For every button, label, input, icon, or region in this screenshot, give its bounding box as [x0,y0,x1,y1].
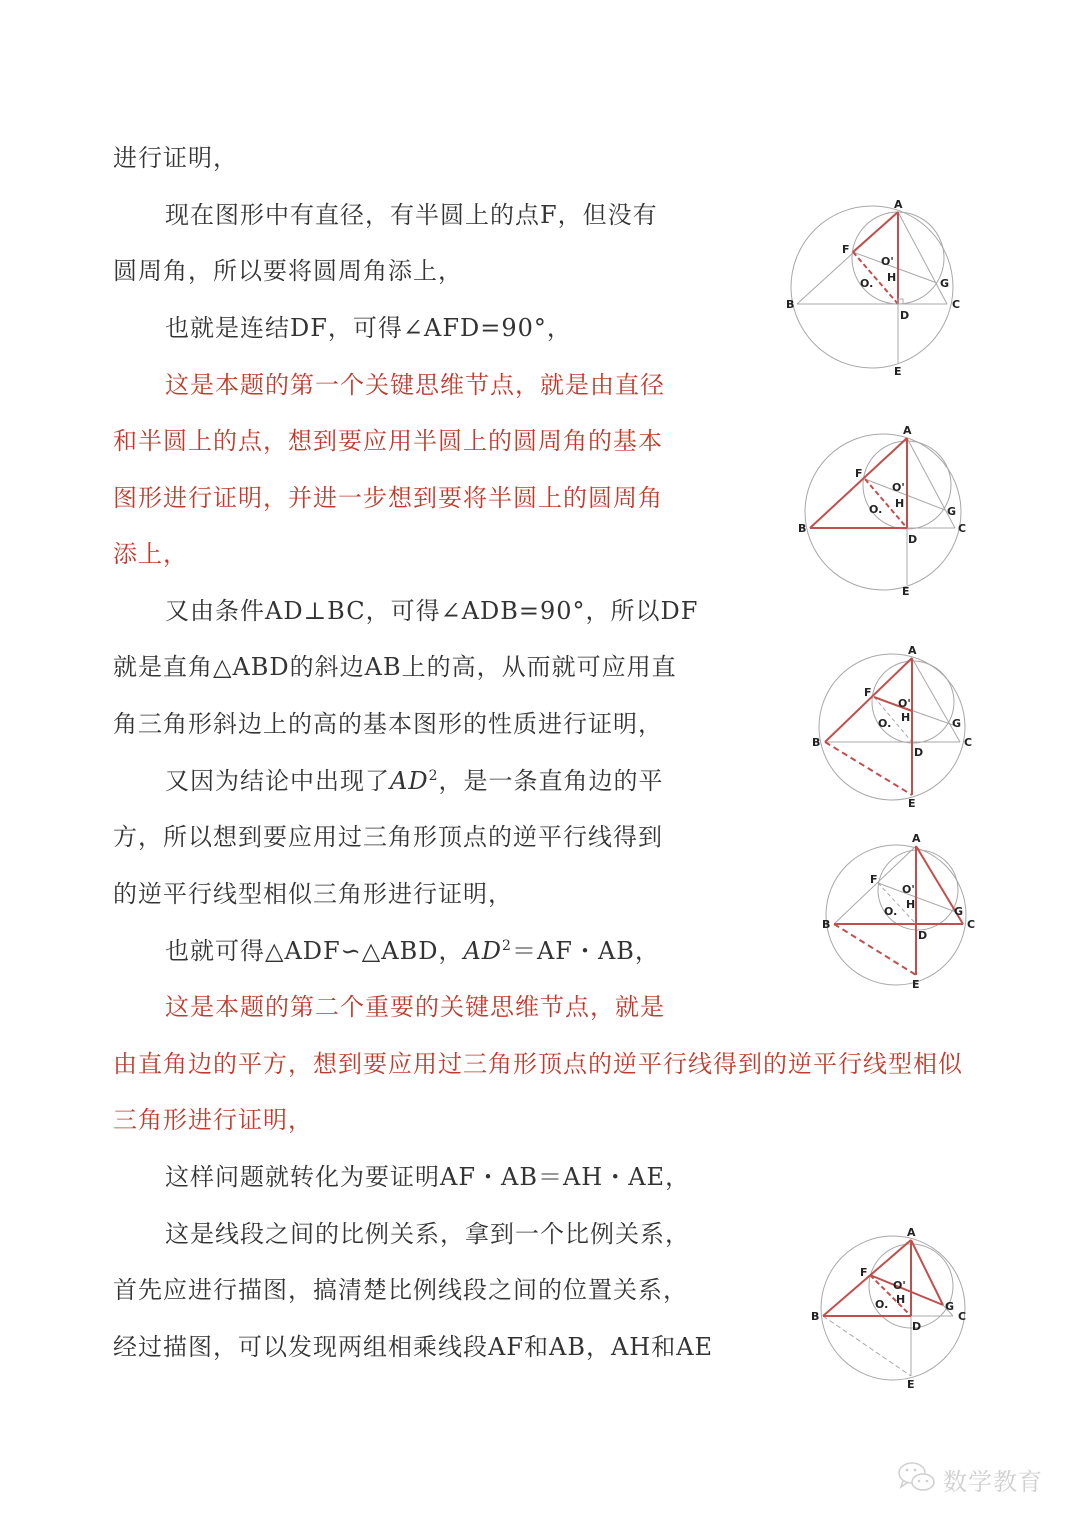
text-line: 经过描图，可以发现两组相乘线段AF和AB，AH和AE [113,1333,714,1361]
svg-text:F: F [870,873,878,886]
watermark-text: 数学教育 [943,1467,1043,1496]
geometry-figure-1 [780,195,970,389]
svg-text:G: G [952,717,962,730]
svg-text:B: B [786,298,795,311]
svg-text:C: C [952,298,961,311]
svg-text:A: A [908,644,917,657]
text-line: 这样问题就转化为要证明AF・AB＝AH・AE， [165,1163,691,1191]
emphasis-line: 和半圆上的点，想到要应用半圆上的圆周角的基本 [113,427,663,455]
geometry-figure-3 [808,645,978,814]
svg-text:F: F [864,686,872,699]
svg-text:G: G [940,277,950,290]
svg-text:A: A [912,832,921,845]
emphasis-line: 这是本题的第二个重要的关键思维节点，就是 [165,993,665,1021]
svg-text:H: H [901,711,911,724]
text-span: ，是一条直角边的平 [438,767,664,795]
emphasis-line: 这是本题的第一个关键思维节点，就是由直径 [165,371,665,399]
wechat-icon [897,1460,937,1498]
text-span: 又因为结论中出现了 [165,767,390,795]
svg-text:D: D [914,746,924,759]
svg-text:B: B [798,522,807,535]
text-line: 也就是连结DF，可得∠AFD=90°， [165,314,572,342]
text-line: 进行证明， [113,144,238,172]
svg-text:F: F [842,243,850,256]
svg-text:O.: O. [869,503,883,516]
math-ad: AD [463,937,503,965]
text-line: 就是直角△ABD的斜边AB上的高，从而就可应用直 [113,653,677,681]
svg-text:C: C [958,1310,967,1323]
svg-text:C: C [958,522,967,535]
svg-text:F: F [860,1266,868,1279]
geometry-figure-5 [808,1228,978,1392]
text-line: 的逆平行线型相似三角形进行证明， [113,880,513,908]
svg-text:O.: O. [860,277,874,290]
svg-text:E: E [894,365,902,378]
text-span: ＝AF・AB， [511,937,660,965]
svg-text:G: G [954,905,964,918]
svg-text:O': O' [898,697,911,710]
svg-text:E: E [908,797,916,810]
svg-text:B: B [811,1310,820,1323]
text-line [165,936,660,966]
svg-text:O': O' [892,481,905,494]
svg-text:B: B [812,736,821,749]
text-line: 又由条件AD⊥BC，可得∠ADB=90°，所以DF [165,597,699,625]
math-exponent: 2 [428,768,439,784]
svg-text:H: H [896,1293,906,1306]
svg-text:D: D [900,309,910,322]
svg-text:E: E [907,1378,915,1391]
svg-text:E: E [912,978,920,991]
text-line [165,766,664,796]
svg-text:O': O' [902,883,915,896]
text-line: 现在图形中有直径，有半圆上的点F，但没有 [165,201,658,229]
svg-text:E: E [902,585,910,598]
svg-text:O.: O. [884,905,898,918]
text-line: 这是线段之间的比例关系，拿到一个比例关系， [165,1220,690,1248]
emphasis-line: 添上， [113,540,188,568]
text-line: 方，所以想到要应用过三角形顶点的逆平行线得到 [113,823,663,851]
svg-text:F: F [855,467,863,480]
math-ad: AD [390,767,429,795]
geometry-figure-2 [795,425,975,609]
emphasis-line: 图形进行证明，并进一步想到要将半圆上的圆周角 [113,484,663,512]
svg-text:O.: O. [878,717,892,730]
math-exponent: 2 [502,938,512,954]
geometry-figure-4 [818,832,983,999]
watermark [897,1460,1043,1498]
svg-text:O': O' [893,1279,906,1292]
text-line: 首先应进行描图，搞清楚比例线段之间的位置关系， [113,1276,688,1304]
svg-text:D: D [918,929,928,942]
text-line: 圆周角，所以要将圆周角添上， [113,257,463,285]
svg-text:O': O' [881,255,894,268]
svg-text:H: H [887,271,897,284]
svg-text:H: H [906,898,916,911]
svg-text:C: C [967,918,976,931]
svg-text:G: G [947,505,957,518]
svg-text:C: C [964,736,973,749]
text-line: 角三角形斜边上的高的基本图形的性质进行证明， [113,710,663,738]
emphasis-line: 由直角边的平方，想到要应用过三角形顶点的逆平行线得到的逆平行线型相似 [113,1050,963,1078]
emphasis-line: 三角形进行证明， [113,1106,313,1134]
svg-text:B: B [822,918,831,931]
svg-text:A: A [903,424,912,437]
svg-text:D: D [908,533,918,546]
svg-text:G: G [945,1300,955,1313]
svg-text:D: D [912,1320,922,1333]
svg-text:O.: O. [875,1298,889,1311]
svg-text:A: A [907,1226,916,1239]
svg-text:A: A [894,198,903,211]
text-span: 也就可得△ADF∽△ABD， [165,937,464,965]
svg-text:H: H [895,497,905,510]
